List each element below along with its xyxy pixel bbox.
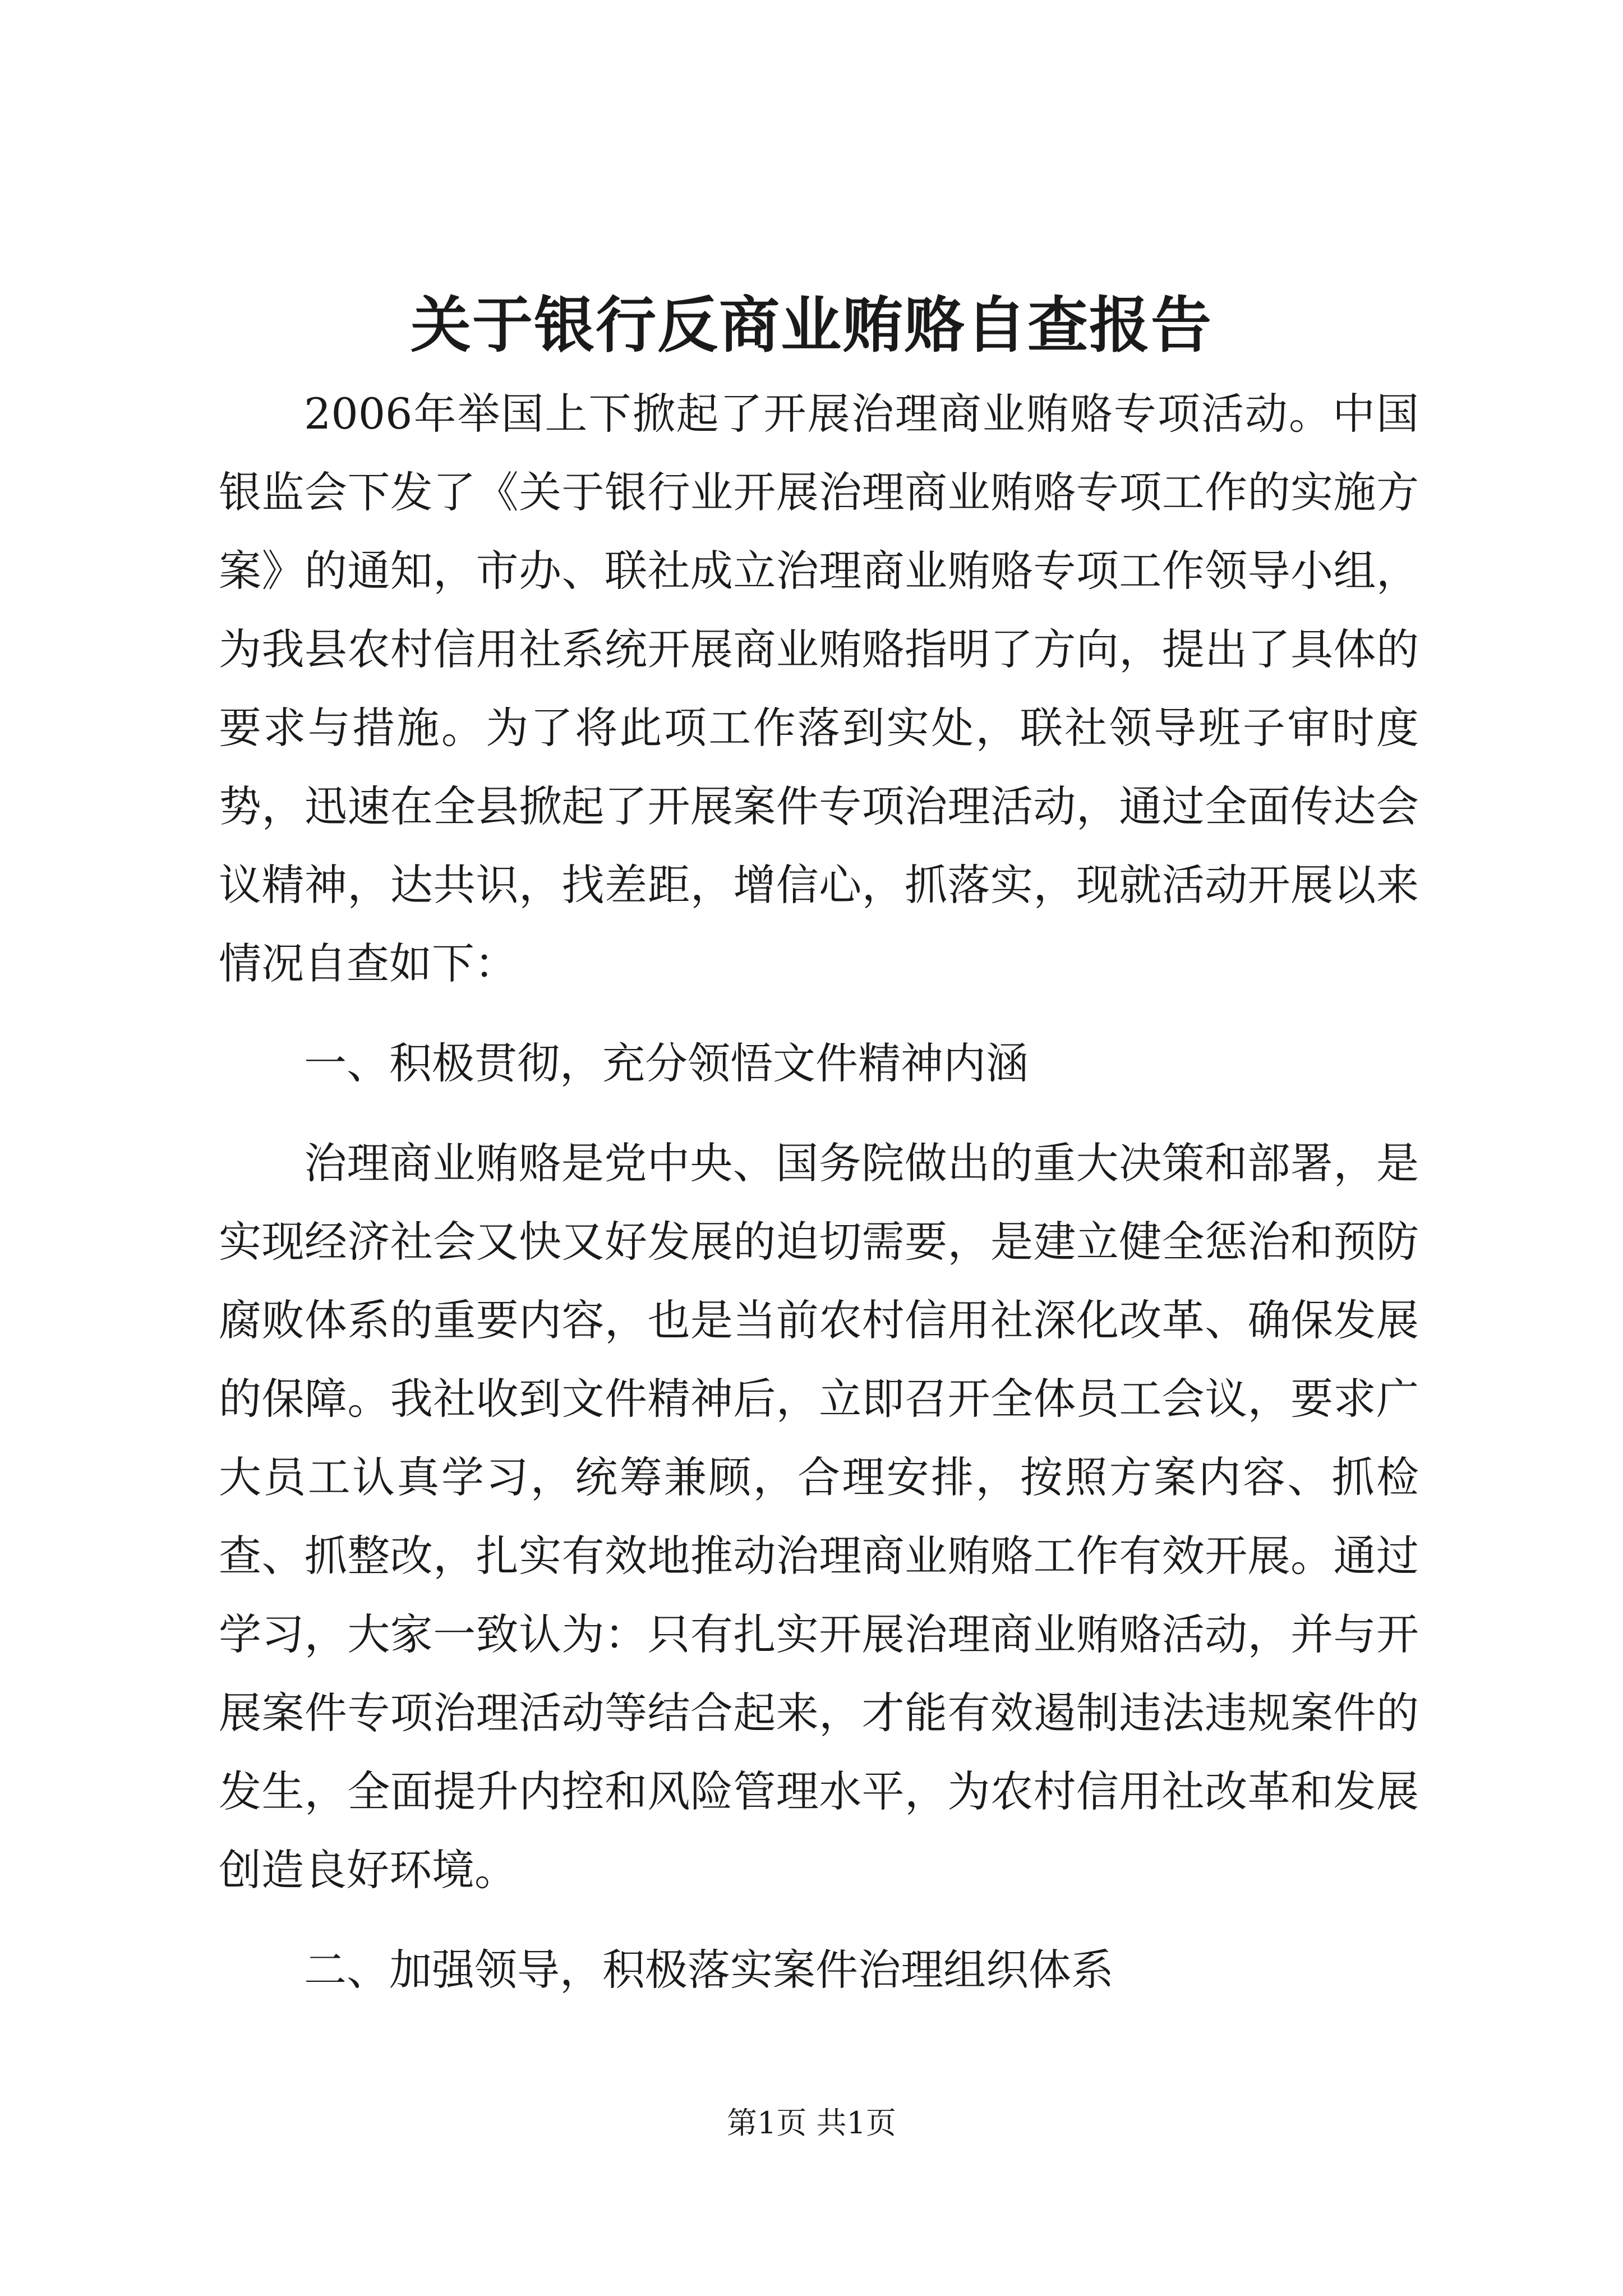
document-body bbox=[219, 375, 1419, 2009]
document-title: 关于银行反商业贿赂自查报告 bbox=[410, 290, 1212, 361]
intro-paragraph: 2006年举国上下掀起了开展治理商业贿赂专项活动。中国银监会下发了《关于银行业开展治理商业贿赂专项工作的实施方案》的通知，市办、联社成立治理商业贿赂专项工作领导小组，为我县农村信用社系统开展商业贿赂指明了方向，提出了具体的要求与措施。为了将此项工作落到实处，联社领导班子审时度势，迅速在全县掀起了开展案件专项治理活动，通过全面传达会议精神，达共识，找差距，增信心，抓落实，现就活动开展以来情况自查如下： bbox=[219, 389, 1419, 988]
section-heading-2: 二、加强领导，积极落实案件治理组织体系 bbox=[304, 1945, 1114, 1995]
page-footer: 第1页 共1页 bbox=[727, 2105, 896, 2141]
section-paragraph-1: 治理商业贿赂是党中央、国务院做出的重大决策和部署，是实现经济社会又快又好发展的迫切需要，是建立健全惩治和预防腐败体系的重要内容，也是当前农村信用社深化改革、确保发展的保障。我社收到文件精神后，立即召开全体员工会议，要求广大员工认真学习，统筹兼顾，合理安排，按照方案内容、抓检查、抓整改，扎实有效地推动治理商业贿赂工作有效开展。通过学习，大家一致认为：只有扎实开展治理商业贿赂活动，并与开展案件专项治理活动等结合起来，才能有效遏制违法违规案件的发生，全面提升内控和风险管理水平，为农村信用社改革和发展创造良好环境。 bbox=[219, 1138, 1419, 1895]
section-heading-1: 一、积极贯彻，充分领悟文件精神内涵 bbox=[304, 1038, 1029, 1088]
